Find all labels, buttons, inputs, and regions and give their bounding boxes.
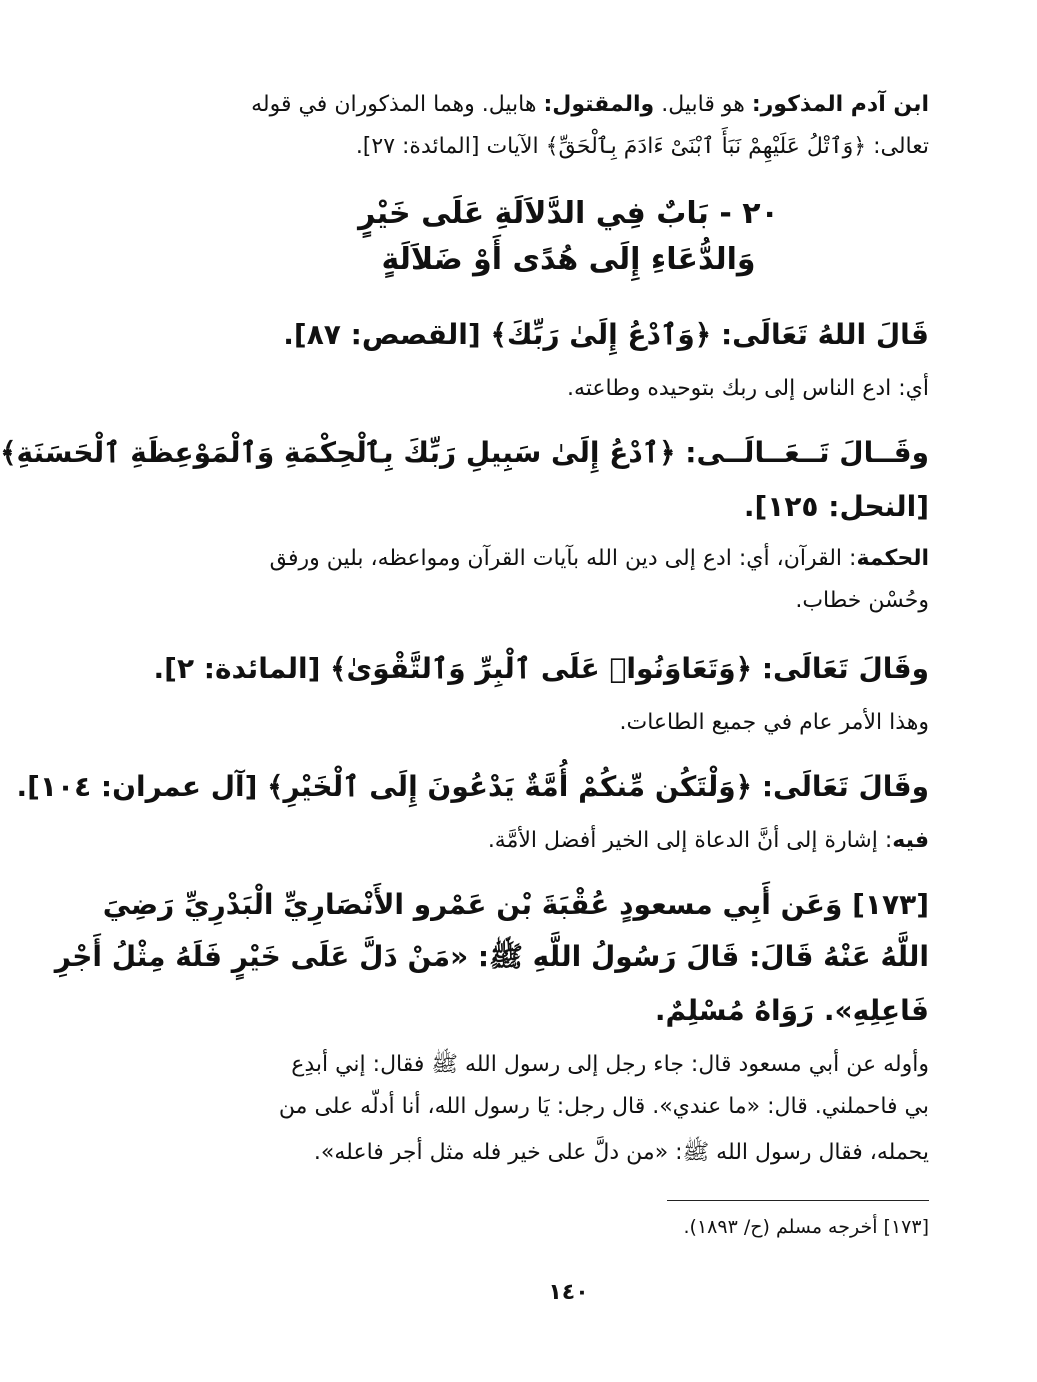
verse-1-text: قَالَ اللهُ تَعَالَى: ﴿وَٱدْعُ إِلَىٰ رَبِّكَ﴾ [القصص: ٨٧]. xyxy=(283,318,929,351)
verse-2-comment-text: : القرآن، أي: ادع إلى دين الله بآيات القرآن ومواعظه، بلين ورفق xyxy=(269,546,857,571)
hadith-line-1: [١٧٣] وَعَن أَبِي مسعودٍ عُقْبَةَ بْن عَمْرو الأَنْصَارِيِّ الْبَدْرِيِّ رَضِيَ xyxy=(102,888,929,921)
intro-line-2: تعالى: ﴿وَٱتْلُ عَلَيْهِمْ نَبَأَ ٱبْنَىْ ءَادَمَ بِٱلْحَقِّ﴾ الآيات [المائدة: ٢٧]. xyxy=(355,134,929,159)
hadith-line-3: فَاعِلِهِ». رَوَاهُ مُسْلِمٌ. xyxy=(654,994,929,1027)
footnote-text: [١٧٣] أخرجه مسلم (ح/ ١٨٩٣). xyxy=(683,1216,929,1238)
verse-4-comment-term: فيه xyxy=(892,828,929,853)
verse-4-comment xyxy=(178,828,929,853)
footnote-divider xyxy=(667,1200,929,1201)
verse-2-comment-line-2: وحُسْن خطاب. xyxy=(795,588,929,613)
verse-3-comment: وهذا الأمر عام في جميع الطاعات. xyxy=(619,710,929,735)
intro-term-killed: والمقتول: xyxy=(543,92,655,117)
chapter-title-line-2: وَالدُّعَاءِ إِلَى هُدًى أَوْ ضَلاَلَةٍ xyxy=(381,242,756,277)
chapter-title-line-1: ٢٠ - بَابٌ فِي الدَّلاَلَةِ عَلَى خَيْرٍ xyxy=(358,196,779,231)
verse-4-text: وقَالَ تَعَالَى: ﴿وَلْتَكُن مِّنكُمْ أُمَّةٌ يَدْعُونَ إِلَى ٱلْخَيْرِ﴾ [آل عمران: ١٠٤]. xyxy=(16,770,929,803)
verse-3-text: وقَالَ تَعَالَى: ﴿وَتَعَاوَنُوا۟ عَلَى ٱلْبِرِّ وَٱلتَّقْوَىٰ﴾ [المائدة: ٢]. xyxy=(153,652,929,685)
verse-2-line-2: [النحل: ١٢٥]. xyxy=(743,490,929,523)
verse-2-comment-term: الحكمة xyxy=(856,546,929,571)
verse-4-comment-text: : إشارة إلى أنَّ الدعاة إلى الخير أفضل الأمَّة. xyxy=(487,828,893,853)
page-number: ١٤٠ xyxy=(548,1280,589,1305)
intro-text-b: هابيل. وهما المذكوران في قوله xyxy=(251,92,544,117)
intro-term-adam-son: ابن آدم المذكور: xyxy=(751,92,929,117)
hadith-commentary-line-3: يحمله، فقال رسول الله ﷺ: «من دلَّ على خير فله مثل أجر فاعله». xyxy=(313,1140,929,1165)
intro-line-1 xyxy=(178,92,929,117)
intro-text-a: هو قابيل. xyxy=(654,92,752,117)
verse-1-comment: أي: ادع الناس إلى ربك بتوحيده وطاعته. xyxy=(566,376,929,401)
hadith-line-2: اللَّهُ عَنْهُ قَالَ: قَالَ رَسُولُ اللَّهِ ﷺ: «مَنْ دَلَّ عَلَى خَيْرٍ فَلَهُ مِثْلُ أَجْرِ xyxy=(54,940,929,973)
verse-2-line-1: وقَــالَ تَــعَــالَــى: ﴿ٱدْعُ إِلَىٰ سَبِيلِ رَبِّكَ بِٱلْحِكْمَةِ وَٱلْمَوْعِظَةِ ٱلْحَسَنَةِ﴾ xyxy=(0,436,929,469)
hadith-commentary-line-2: بي فاحملني. قال: «ما عندي». قال رجل: يَا رسول الله، أنا أدلّه على من xyxy=(278,1094,929,1119)
verse-2-comment-line-1 xyxy=(178,546,929,571)
hadith-commentary-line-1: وأوله عن أبي مسعود قال: جاء رجل إلى رسول الله ﷺ فقال: إني أبدِع xyxy=(291,1052,929,1077)
